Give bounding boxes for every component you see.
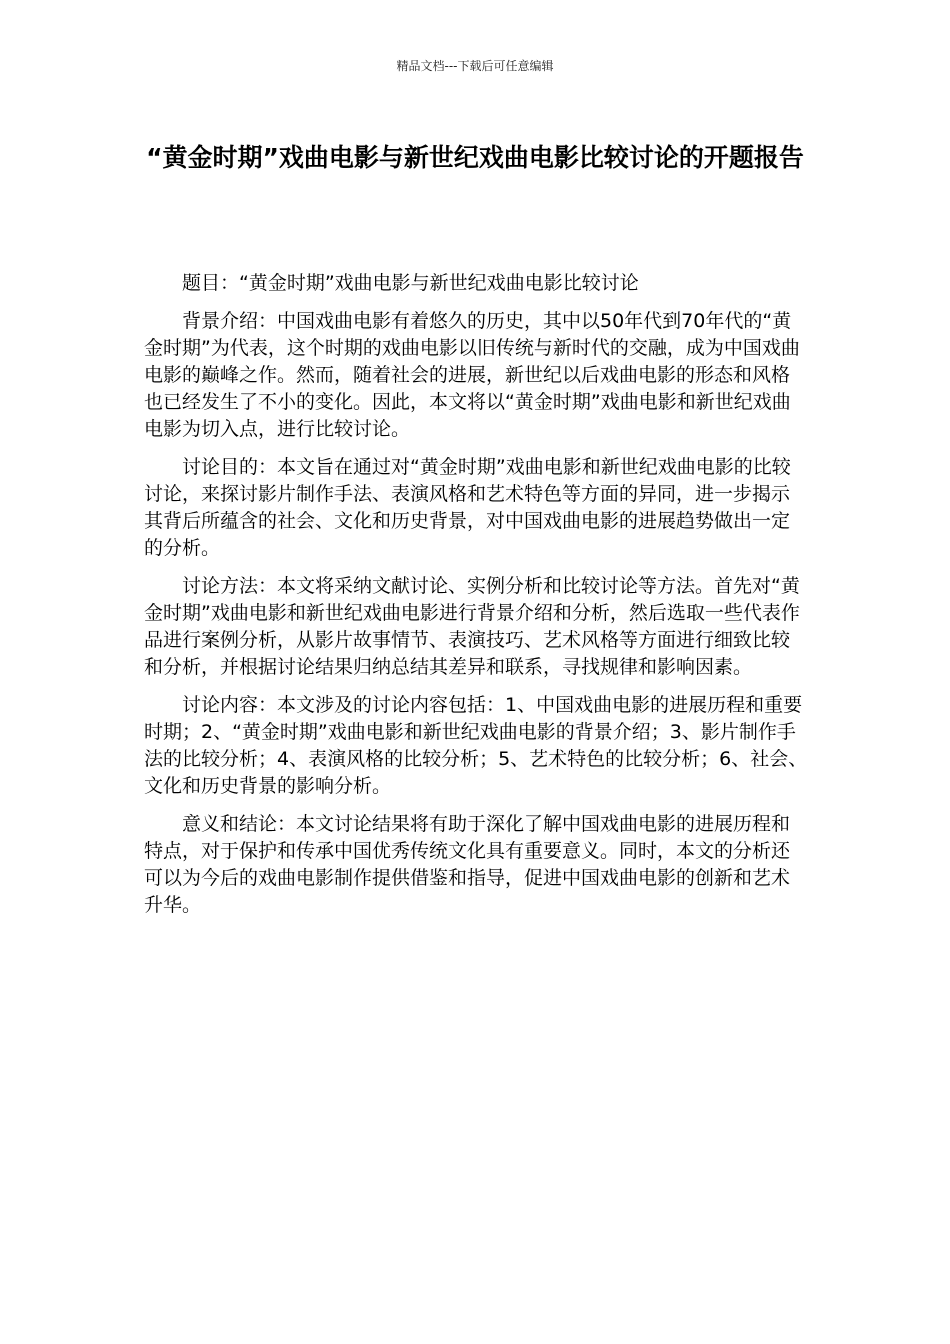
paragraph-method: 讨论方法：本文将采纳文献讨论、实例分析和比较讨论等方法。首先对“黄金时期”戏曲电影和新世纪戏曲电影进行背景介绍和分析，然后选取一些代表作品进行案例分析，从影片故事情节、表演技巧、艺术风格等方面进行细致比较和分析，并根据讨论结果归纳总结其差异和联系，寻找规律和影响因素。 [144, 575, 800, 678]
document-title: “黄金时期”戏曲电影与新世纪戏曲电影比较讨论的开题报告 [146, 143, 804, 172]
document-body [144, 270, 808, 930]
paragraph-background: 背景介绍：中国戏曲电影有着悠久的历史，其中以50年代到70年代的“黄金时期”为代表，这个时期的戏曲电影以旧传统与新时代的交融，成为中国戏曲电影的巅峰之作。然而，随着社会的进展，新世纪以后戏曲电影的形态和风格也已经发生了不小的变化。因此，本文将以“黄金时期”戏曲电影和新世纪戏曲电影为切入点，进行比较讨论。 [144, 310, 800, 440]
paragraph-content: 讨论内容：本文涉及的讨论内容包括：1、中国戏曲电影的进展历程和重要时期；2、“黄金时期”戏曲电影和新世纪戏曲电影的背景介绍；3、影片制作手法的比较分析；4、表演风格的比较分析；5、艺术特色的比较分析；6、社会、文化和历史背景的影响分析。 [144, 694, 808, 797]
header-note: 精品文档---下载后可任意编辑 [396, 59, 554, 73]
paragraph-purpose: 讨论目的：本文旨在通过对“黄金时期”戏曲电影和新世纪戏曲电影的比较讨论，来探讨影片制作手法、表演风格和艺术特色等方面的异同，进一步揭示其背后所蕴含的社会、文化和历史背景，对中国戏曲电影的进展趋势做出一定的分析。 [144, 456, 791, 559]
paragraph-conclusion: 意义和结论：本文讨论结果将有助于深化了解中国戏曲电影的进展历程和特点，对于保护和传承中国优秀传统文化具有重要意义。同时，本文的分析还可以为今后的戏曲电影制作提供借鉴和指导，促进中国戏曲电影的创新和艺术升华。 [144, 813, 791, 916]
paragraph-topic: 题目：“黄金时期”戏曲电影与新世纪戏曲电影比较讨论 [182, 272, 639, 294]
